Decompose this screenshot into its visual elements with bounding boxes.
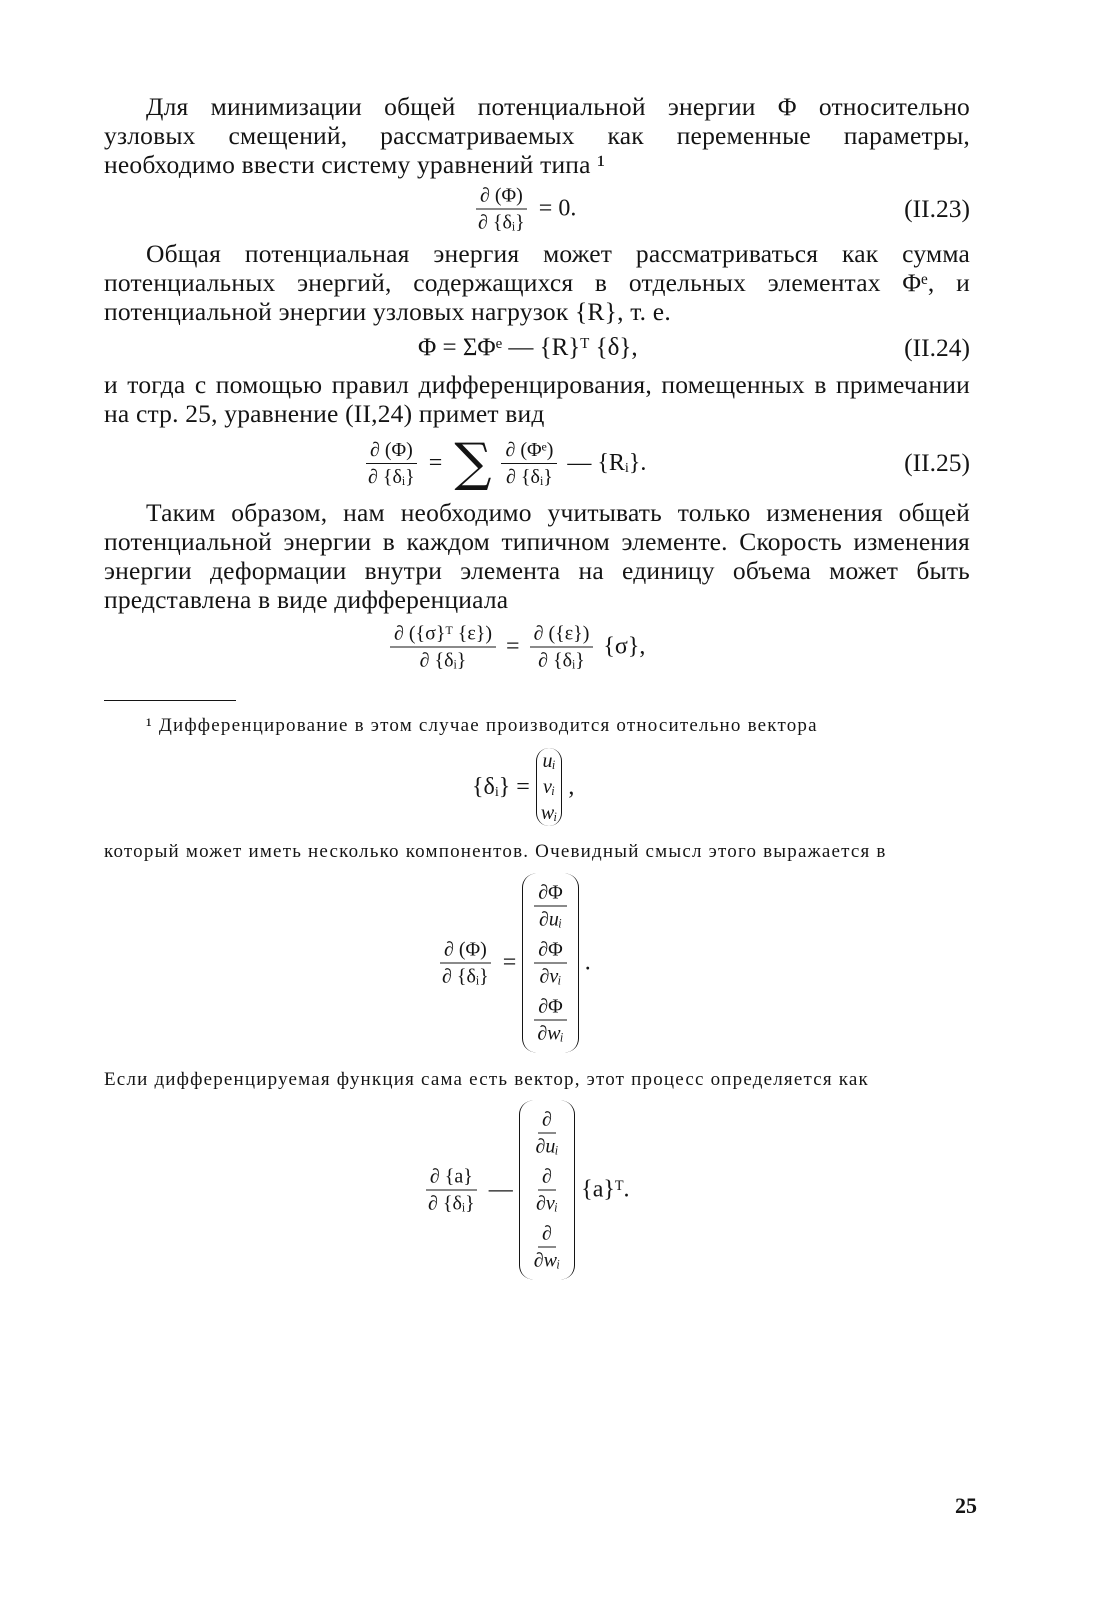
fn-eq3-cell-w-den: ∂wᵢ [533, 1249, 561, 1272]
paragraph-3: и тогда с помощью правил дифференцирования, помещенных в примечании на стр. 25, уравнение (II,24) примет вид [104, 370, 970, 428]
fn-eq3-cell-w [530, 1222, 564, 1273]
eq23-numerator: ∂ (Φ) [476, 184, 527, 210]
fn-eq2-tail: . [584, 949, 591, 976]
eq25-equals: = [428, 449, 443, 476]
fn-eq3-dash: — [488, 1176, 513, 1203]
fn-eq3-cell-w-num: ∂ [538, 1222, 556, 1248]
footnote-equation-vector [104, 737, 970, 837]
fn-eq3-left-numerator: ∂ {a} [426, 1165, 477, 1191]
fn-eq1-lhs: {δᵢ} = [472, 773, 530, 800]
eq26-equals: = [506, 633, 520, 660]
footnote-rule [104, 700, 236, 701]
fn-eq1-tail: , [568, 773, 575, 800]
footnote-equation-vector-function [104, 1091, 970, 1289]
fn-eq2-cell-u [534, 881, 567, 932]
fn-eq3-cell-v-den: ∂vᵢ [536, 1192, 558, 1215]
fn-eq3-cell-u-num: ∂ [538, 1108, 556, 1134]
eq23-denominator: ∂ {δᵢ} [478, 211, 525, 234]
eq23-fraction [474, 184, 529, 235]
equation-strain-energy [104, 614, 970, 680]
eq25-left-numerator: ∂ (Φ) [366, 438, 417, 464]
fn-eq2-cell-w-den: ∂wᵢ [537, 1022, 564, 1045]
eq25-right-fraction [501, 438, 557, 489]
sum-symbol: ∑ [454, 433, 492, 493]
fn-eq2-cell-v-num: ∂Φ [534, 938, 567, 964]
eq26-left-fraction [390, 622, 496, 673]
fn-eq2-cell-v [534, 938, 567, 989]
fn-eq3-tail: {a}ᵀ. [581, 1176, 630, 1203]
footnote-text-1: ¹ Дифференцирование в этом случае производится относительно вектора [146, 715, 818, 736]
fn-eq2-cell-u-num: ∂Φ [534, 881, 567, 907]
footnote-text-2: который может иметь несколько компонентов. Очевидный смысл этого выражается в [104, 841, 887, 862]
page-content [104, 92, 970, 1289]
eq23-label: (II.23) [904, 194, 970, 223]
eq26-left-numerator: ∂ ({σ}ᵀ {ε}) [390, 622, 496, 648]
eq26-left-denominator: ∂ {δᵢ} [419, 649, 467, 672]
fn-eq3-left-fraction [424, 1165, 479, 1216]
eq25-left-denominator: ∂ {δᵢ} [368, 465, 415, 488]
vector-cell-w: wᵢ [540, 802, 558, 824]
footnote-text-3: Если дифференцируемая функция сама есть вектор, этот процесс определяется как [104, 1069, 869, 1090]
eq26-right-numerator: ∂ ({ε}) [530, 622, 594, 648]
eq26-tail: {σ}, [603, 633, 646, 660]
fn-eq3-cell-u [531, 1108, 562, 1159]
eq25-tail: — {Rᵢ}. [567, 449, 647, 476]
fn-eq2-vector [522, 874, 578, 1053]
footnote-equation-gradient [104, 863, 970, 1063]
eq25-right-denominator: ∂ {δᵢ} [506, 465, 553, 488]
eq26-right-denominator: ∂ {δᵢ} [538, 649, 585, 672]
fn-eq3-cell-v-num: ∂ [538, 1165, 556, 1191]
paragraph-2: Общая потенциальная энергия может рассматриваться как сумма потенциальных энергий, содержащихся в отдельных элементах Φᵉ, и потенциальной энергии узловых нагрузок {R}, т. е. [104, 239, 970, 326]
equation-II-25 [104, 428, 970, 498]
eq25-label: (II.25) [904, 448, 970, 477]
eq26-right-fraction [530, 622, 594, 673]
fn-eq3-left-denominator: ∂ {δᵢ} [428, 1192, 475, 1215]
fn-eq2-cell-w-num: ∂Φ [534, 995, 567, 1021]
equation-II-24 [104, 326, 970, 370]
fn-eq3-vector [519, 1101, 575, 1280]
eq25-left-fraction [364, 438, 419, 489]
equation-II-23 [104, 179, 970, 239]
paragraph-4: Таким образом, нам необходимо учитывать только изменения общей потенциальной энергии в каждом типичном элементе. Скорость изменения энергии деформации внутри элемента на единицу объема может быть представлена в виде дифференциала [104, 498, 970, 614]
fn-eq2-cell-w [533, 995, 567, 1046]
fn-eq1-vector [536, 748, 563, 826]
fn-eq2-left-numerator: ∂ (Φ) [440, 938, 491, 964]
fn-eq3-cell-v [532, 1165, 562, 1216]
eq23-rhs: = 0. [538, 195, 577, 222]
fn-eq2-equals: = [502, 949, 517, 976]
eq25-right-numerator: ∂ (Φᵉ) [501, 438, 557, 464]
fn-eq3-cell-u-den: ∂uᵢ [535, 1135, 559, 1158]
fn-eq2-cell-v-den: ∂vᵢ [539, 965, 562, 988]
eq24-label: (II.24) [904, 333, 970, 362]
paragraph-1: Для минимизации общей потенциальной энергии Φ относительно узловых смещений, рассматриваемых как переменные параметры, необходимо ввести систему уравнений типа ¹ [104, 92, 970, 179]
fn-eq2-cell-u-den: ∂uᵢ [539, 908, 563, 931]
eq24-text: Φ = ΣΦᵉ — {R}ᵀ {δ}, [418, 334, 638, 361]
fn-eq2-left-fraction [438, 938, 493, 989]
page-number: 25 [955, 1493, 977, 1518]
vector-cell-u: uᵢ [542, 750, 556, 772]
vector-cell-v: vᵢ [543, 776, 556, 798]
fn-eq2-left-denominator: ∂ {δᵢ} [442, 965, 489, 988]
